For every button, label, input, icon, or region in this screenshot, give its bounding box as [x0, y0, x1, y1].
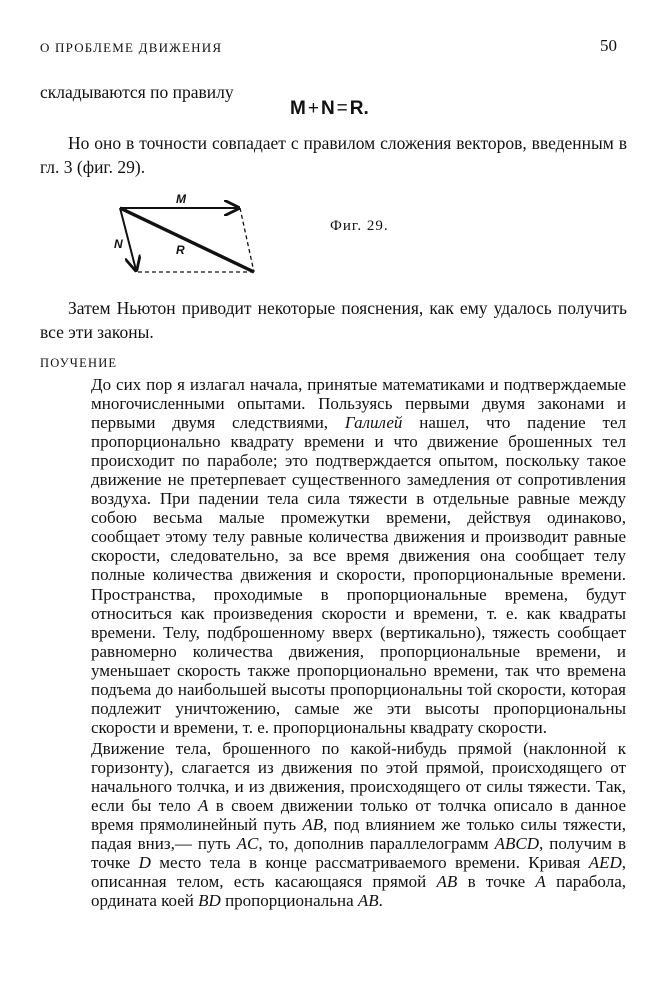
- math-a: A: [535, 872, 546, 892]
- figure-29: [108, 188, 268, 285]
- quote-text: , то, дополнив параллелограмм: [258, 834, 495, 854]
- quote-text: в точке: [457, 872, 536, 892]
- formula-m: M: [290, 98, 306, 119]
- math-a: A: [198, 796, 209, 816]
- formula-equals: =: [336, 98, 348, 119]
- math-d: D: [138, 853, 151, 873]
- page-number: 50: [600, 36, 617, 55]
- math-aed: AED: [588, 853, 622, 873]
- formula-end: .: [363, 98, 369, 119]
- formula-n: N: [320, 98, 335, 119]
- section-title: ПОУЧЕНИЕ: [40, 356, 118, 370]
- math-bd: BD: [198, 891, 221, 911]
- formula-r: R: [349, 98, 364, 119]
- formula-plus: +: [307, 98, 319, 119]
- figure-caption: Фиг. 29.: [330, 218, 389, 234]
- math-abcd: ABCD: [494, 834, 539, 854]
- label-n: N: [114, 237, 123, 251]
- math-ac: AC: [236, 834, 259, 854]
- intro-line: складываются по правилу: [40, 82, 234, 102]
- quote-text: Движение тела, брошенного по какой-нибудь прямой (наклонной к горизонту), слагается из движения по этой прямой, происходящего от начального толчка, и из движения, происходящего от силы тяжести. Так, если бы тело: [91, 738, 626, 816]
- quote-text: .: [378, 891, 383, 911]
- quotation-block: [91, 375, 626, 910]
- quote-text: место тела в конце рассматриваемого времени. Кривая: [150, 853, 589, 873]
- paragraph-vectors: Но оно в точности совпадает с правилом сложения векторов, введенным в гл. 3 (фиг. 29).: [40, 133, 627, 177]
- quote-paragraph-1: [91, 375, 626, 737]
- quote-text: , получим в точке: [91, 834, 626, 873]
- quote-text: До сих пор я излагал начала, принятые математиками и подтверждаемые многочисленными опытами. Пользуясь первыми двумя законами и первыми двумя следствиями,: [91, 375, 626, 433]
- formula: [290, 98, 369, 120]
- math-ab: AB: [302, 815, 324, 835]
- running-head: О ПРОБЛЕМЕ ДВИЖЕНИЯ: [40, 40, 223, 55]
- quote-text: в своем движении только от толчка описало в данное время прямолинейный путь: [91, 796, 626, 835]
- label-m: M: [176, 192, 186, 206]
- paragraph-newton: Затем Ньютон приводит некоторые пояснения, как ему удалось получить все эти законы.: [40, 298, 627, 342]
- label-r: R: [176, 243, 185, 257]
- dashed-side-right: [240, 208, 254, 272]
- quote-text: парабола, ордината коей: [91, 872, 626, 911]
- name-galileo: Галилей: [344, 413, 403, 433]
- vector-r: [120, 208, 254, 272]
- quote-text: нашел, что падение тел пропорционально квадрату времени и что движение брошенных тел происходит по параболе; это подтверждается опытом, поскольку такое движение не претерпевает существенного замедления от сопротивления воздуха. При падении тела сила тяжести в отдельные равные между собою весьма малые промежутки времени, действуя одинаково, сообщает этому телу равные количества движения и производит равные скорости, следовательно, за все время движения она сообщает телу полные количества движения и скорости, пропорциональные времени. Пространства, проходимые в пропорциональные времена, будут относиться как произведения скорости и времени, т. е. как квадраты времени. Телу, подброшенному вверх (вертикально), тяжесть сообщает равномерно количества движения, пропорциональные времени, и уменьшает скорость также пропорционально времени, так что времена подъема до наибольшей высоты пропорциональны той скорости, которая подлежит уничтожению, самые же эти высоты пропорциональны скорости и времени, т. е. пропорциональны квадрату скорости.: [91, 413, 626, 737]
- parallelogram-diagram: [108, 188, 268, 280]
- quote-text: , под влиянием же только силы тяжести, падая вниз,— путь: [91, 815, 626, 854]
- quote-text: , описанная телом, есть касающаяся прямой: [91, 853, 627, 892]
- math-ab: AB: [436, 872, 458, 892]
- quote-text: пропорциональна: [220, 891, 358, 911]
- math-ab: AB: [357, 891, 379, 911]
- quote-paragraph-2: [91, 739, 626, 910]
